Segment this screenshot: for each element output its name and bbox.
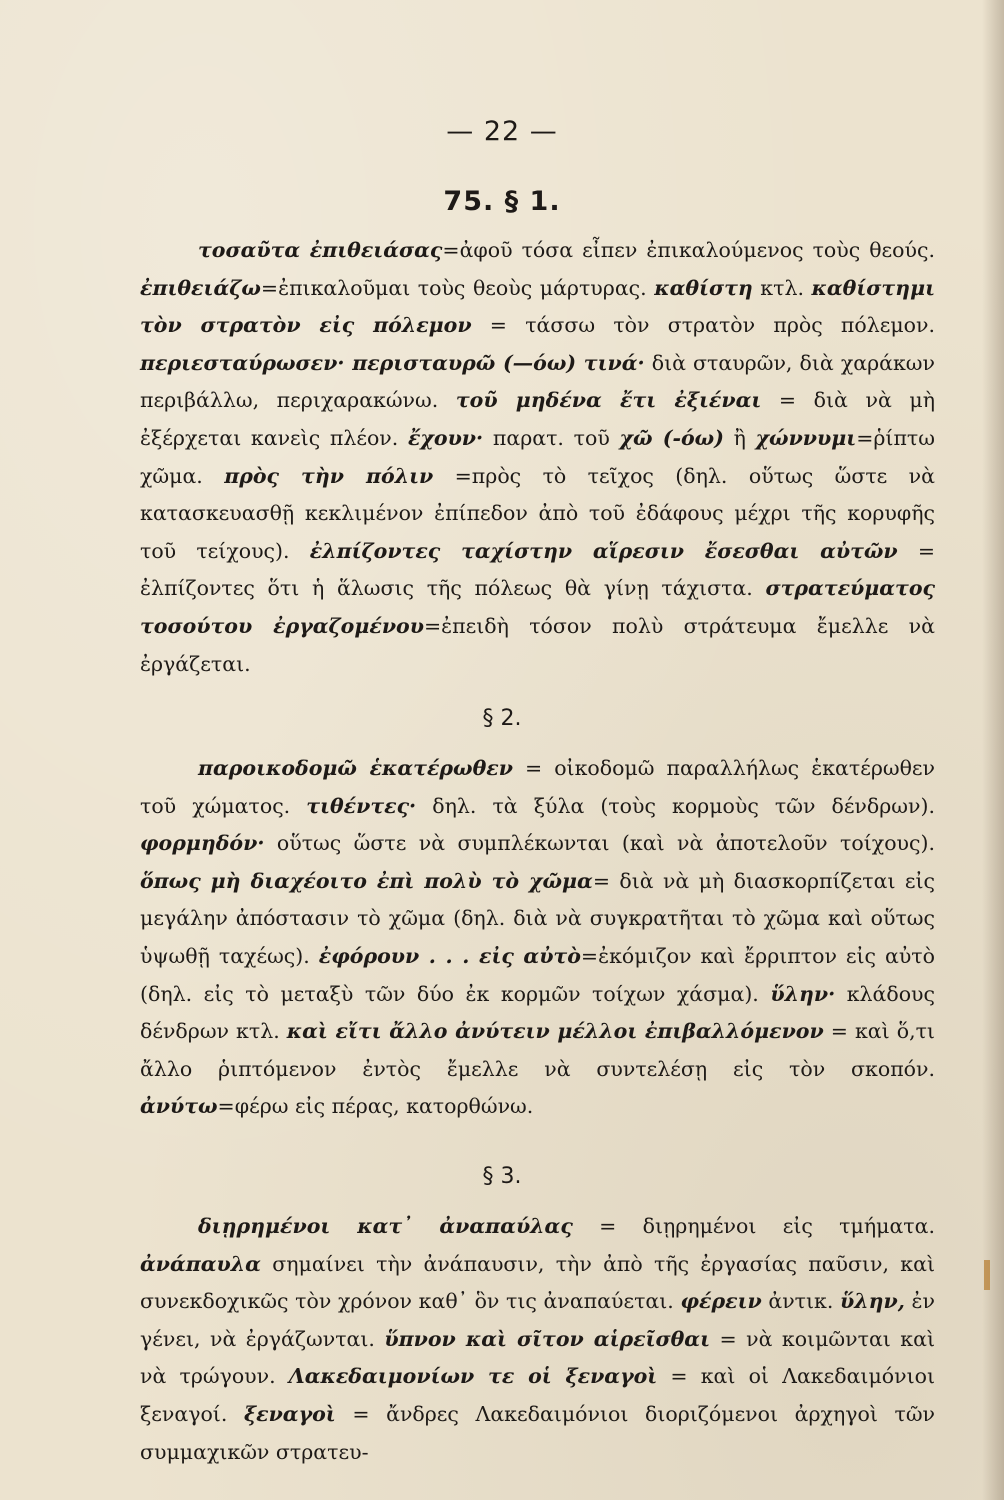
gloss-text: =πρὸς τὸ τεῖχος (δηλ. οὕτως ὥστε νὰ κατασκευασθῇ κεκλιμένον ἐπίπεδον ἀπὸ τοῦ ἐδάφους μέχρι τῆς κορυφῆς τοῦ τείχους).: [140, 463, 935, 563]
lemma-term: ἀνύτω: [140, 1094, 218, 1119]
lemma-term: φέρειν: [680, 1289, 762, 1314]
lemma-term: ἀνάπαυλα: [140, 1251, 261, 1276]
lemma-term: τιθέντες·: [306, 793, 417, 818]
gloss-text: = διὰ νὰ μὴ διασκορπίζεται εἰς μεγάλην ἀπόστασιν τὸ χῶμα (δηλ. διὰ νὰ συγκρατῆται τὸ χῶμα καὶ οὕτως ὑψωθῇ ταχέως).: [140, 868, 935, 968]
lemma-term: χώννυμι: [755, 425, 857, 450]
gloss-text: = οἰκοδομῶ παραλλήλως ἑκατέρωθεν τοῦ χώματος.: [140, 756, 936, 818]
lemma-term: καὶ εἴτι ἄλλο ἀνύτειν μέλλοι ἐπιβαλλόμενον: [286, 1019, 824, 1044]
lemma-term: διῃρημένοι κατ᾽ ἀναπαύλας: [198, 1214, 573, 1238]
paragraph-2: [140, 750, 935, 1126]
gloss-text: = νὰ κοιμῶνται καὶ νὰ τρώγουν.: [140, 1326, 935, 1389]
gloss-text: =ἐπειδὴ τόσον πολὺ στράτευμα ἔμελλε νὰ ἐργάζεται.: [140, 613, 935, 676]
gloss-text: ἐν γένει, νὰ ἐργάζωνται.: [140, 1289, 936, 1351]
gloss-text: διὰ σταυρῶν, διὰ χαράκων περιβάλλω, περιχαρακώνω.: [140, 350, 935, 413]
lemma-term: παροικοδομῶ ἑκατέρωθεν: [198, 756, 513, 780]
gloss-text: = διῃρημένοι εἰς τμήματα.: [572, 1214, 935, 1238]
lemma-term: ἐπιθειάζω: [140, 275, 261, 300]
gloss-text: οὕτως ὥστε νὰ συμπλέκωνται (καὶ νὰ ἀποτελοῦν τοίχους).: [264, 831, 935, 856]
paragraph-3: [140, 1208, 935, 1471]
lemma-term: ξεναγοὶ: [243, 1401, 336, 1426]
gloss-text: σημαίνει τὴν ἀνάπαυσιν, τὴν ἀπὸ τῆς ἐργασίας παῦσιν, καὶ συνεκδοχικῶς τὸν χρόνον καθ᾽ ὃν τις ἀναπαύεται.: [140, 1251, 935, 1314]
gloss-text: = ἄνδρες Λακεδαιμόνιοι διοριζόμενοι ἀρχηγοὶ τῶν συμμαχικῶν στρατευ-: [140, 1401, 935, 1464]
lemma-term: τοῦ μηδένα ἔτι ἐξιέναι: [455, 388, 762, 413]
page-number: — 22 —: [446, 116, 558, 147]
lemma-term: ὕπνον καὶ σῖτον αἱρεῖσθαι: [384, 1326, 711, 1351]
gloss-text: = διὰ νὰ μὴ ἐξέρχεται κανεὶς πλέον.: [140, 388, 935, 450]
section-heading-3: § 3.: [482, 1164, 522, 1189]
lemma-term: ὕλην,: [840, 1289, 905, 1314]
lemma-term: ὅπως μὴ διαχέοιτο ἐπὶ πολὺ τὸ χῶμα: [140, 868, 593, 893]
lemma-term: χῶ (-όω): [619, 425, 724, 450]
gloss-text: ἀντικ.: [761, 1289, 841, 1314]
lemma-term: ὕλην·: [770, 981, 836, 1006]
gloss-text: παρατ. τοῦ: [483, 425, 620, 450]
lemma-term: πρὸς τὴν πόλιν: [224, 463, 434, 488]
gloss-text: κτλ.: [752, 275, 812, 300]
section-heading-1: 75. § 1.: [443, 186, 561, 217]
gloss-text: ἢ: [723, 425, 756, 450]
lemma-term: καθίστη: [654, 275, 753, 300]
gloss-text: = τάσσω τὸν στρατὸν πρὸς πόλεμον.: [471, 313, 935, 338]
lemma-term: Λακεδαιμονίων τε οἱ ξεναγοὶ: [288, 1364, 658, 1389]
gloss-text: =ῥίπτω χῶμα.: [140, 425, 935, 488]
page-edge-mark: [984, 1260, 990, 1290]
lemma-term: στρατεύματος τοσούτου ἐργαζομένου: [140, 576, 935, 638]
gloss-text: =φέρω εἰς πέρας, κατορθώνω.: [217, 1094, 534, 1119]
lemma-term: φορμηδόν·: [140, 831, 265, 856]
gloss-text: κλάδους δένδρων κτλ.: [140, 981, 935, 1044]
gloss-text: δηλ. τὰ ξύλα (τοὺς κορμοὺς τῶν δένδρων).: [416, 793, 935, 818]
section-heading-2: § 2.: [482, 706, 522, 731]
gloss-text: =ἀφοῦ τόσα εἶπεν ἐπικαλούμενος τοὺς θεούς.: [442, 238, 935, 262]
gloss-text: = καὶ ὅ,τι ἄλλο ῥιπτόμενον ἐντὸς ἔμελλε νὰ συντελέσῃ εἰς τὸν σκοπόν.: [140, 1019, 935, 1081]
gloss-text: =ἐκόμιζον καὶ ἔρριπτον εἰς αὐτὸ (δηλ. εἰς τὸ μεταξὺ τῶν δύο ἐκ κορμῶν τοίχων χάσμα).: [140, 943, 935, 1006]
lemma-term: ἐφόρουν . . . εἰς αὐτὸ: [318, 943, 581, 968]
lemma-term: ἐλπίζοντες ταχίστην αἵρεσιν ἔσεσθαι αὐτῶν: [309, 538, 898, 563]
gloss-text: = ἐλπίζοντες ὅτι ἡ ἅλωσις τῆς πόλεως θὰ γίνῃ τάχιστα.: [140, 538, 936, 601]
paragraph-1: [140, 232, 935, 683]
gloss-text: = καὶ οἱ Λακεδαιμόνιοι ξεναγοί.: [140, 1364, 935, 1426]
gloss-text: =ἐπικαλοῦμαι τοὺς θεοὺς μάρτυρας.: [260, 275, 655, 300]
lemma-term: ἔχουν·: [407, 425, 484, 450]
lemma-term: περιεσταύρωσεν· περισταυρῶ (—όω) τινά·: [140, 350, 645, 375]
lemma-term: καθίστημι τὸν στρατὸν εἰς πόλεμον: [140, 275, 936, 338]
lemma-term: τοσαῦτα ἐπιθειάσας: [198, 238, 443, 262]
